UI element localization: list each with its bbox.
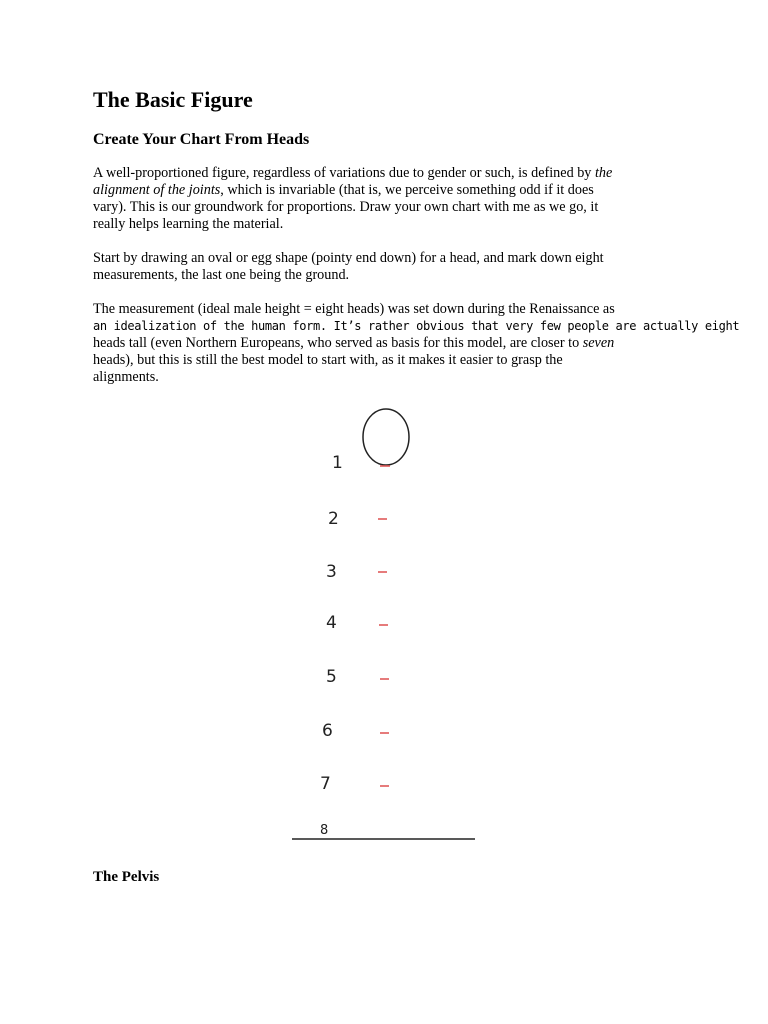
paragraph-line [93, 165, 678, 182]
head-number-4: 4 [326, 613, 337, 633]
head-number-1: 1 [332, 453, 343, 473]
text-run: , which is invariable (that is, we perceive something odd if it does [220, 182, 594, 198]
paragraph-line: alignments. [93, 369, 159, 385]
head-number-2: 2 [328, 509, 339, 529]
paragraph-line: an idealization of the human form. It’s rather obvious that very few people are actually eight [93, 319, 740, 333]
paragraph-line [93, 182, 678, 199]
head-proportion-sketch [280, 400, 490, 850]
paragraph-line: measurements, the last one being the ground. [93, 267, 350, 283]
paragraph-joints [93, 165, 678, 233]
page-title: The Basic Figure [93, 87, 253, 112]
sketch-svg [280, 400, 490, 850]
paragraph-line: Start by drawing an oval or egg shape (pointy end down) for a head, and mark down eight [93, 250, 604, 266]
text-run: heads tall (even Northern Europeans, who served as basis for this model, are closer to [93, 335, 583, 351]
italic-run: alignment of the joints [93, 182, 221, 198]
section-subtitle: Create Your Chart From Heads [93, 131, 310, 148]
head-number-3: 3 [326, 562, 337, 582]
italic-run: the [594, 165, 613, 181]
text-run: A well-proportioned figure, regardless of variations due to gender or such, is defined by [93, 165, 595, 181]
paragraph-line: heads), but this is still the best model to start with, as it makes it easier to grasp the [93, 352, 563, 368]
head-oval [363, 409, 409, 465]
paragraph-line: really helps learning the material. [93, 216, 284, 232]
paragraph-renaissance [93, 301, 740, 386]
paragraph-line: The measurement (ideal male height = eight heads) was set down during the Renaissance as [93, 301, 615, 317]
head-number-7: 7 [320, 774, 331, 794]
head-number-5: 5 [326, 667, 337, 687]
paragraph-line [93, 335, 678, 352]
section-heading-pelvis: The Pelvis [93, 869, 160, 885]
head-number-6: 6 [322, 721, 333, 741]
paragraph-line: vary). This is our groundwork for proportions. Draw your own chart with me as we go, it [93, 199, 599, 215]
italic-run: seven [582, 335, 615, 351]
head-number-8: 8 [320, 823, 329, 838]
paragraph-oval [93, 250, 678, 284]
